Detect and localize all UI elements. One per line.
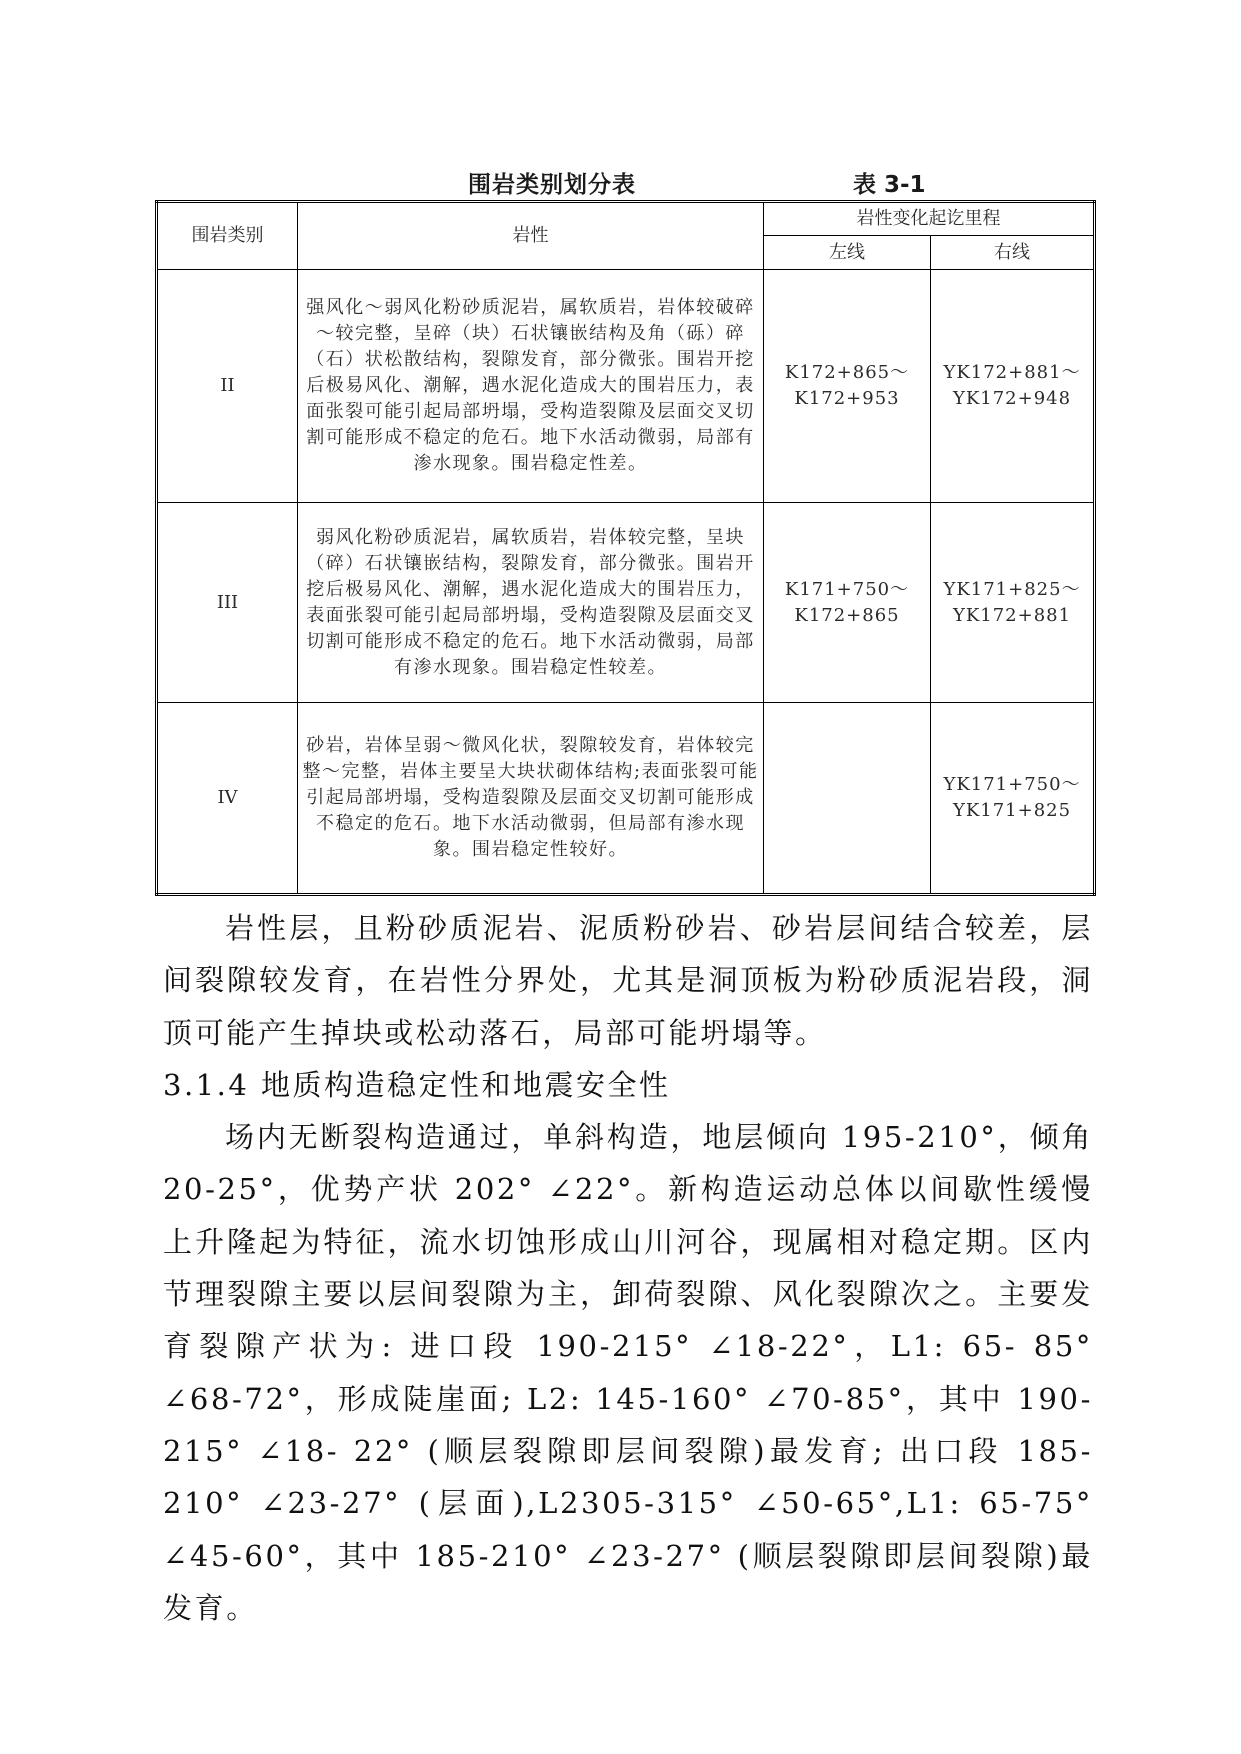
row-category: II (157, 270, 298, 503)
left-mileage-end: K172+865 (794, 604, 900, 626)
right-mileage-end: YK171+825 (952, 800, 1072, 821)
section-heading: 3.1.4 地质构造稳定性和地震安全性 (163, 1067, 671, 1102)
row-lithology: 强风化～弱风化粉砂质泥岩，属软质岩，岩体较破碎～较完整，呈碎（块）石状镶嵌结构及角（砾）碎（石）状松散结构，裂隙发育，部分微张。围岩开挖后极易风化、潮解，遇水泥化造成大的围岩压力，表面张裂可能引起局部坍塌，受构造裂隙及层面交叉切割可能形成不稳定的危石。地下水活动微弱，局部有渗水现象。围岩稳定性差。 (298, 270, 764, 503)
header-left-line: 左线 (764, 236, 931, 270)
right-mileage-start: YK171+825～ (943, 578, 1081, 600)
table-row (157, 703, 1095, 895)
paragraph: 岩性层，且粉砂质泥岩、泥质粉砂岩、砂岩层间结合较差，层间裂隙较发育，在岩性分界处，尤其是洞顶板为粉砂质泥岩段，洞顶可能产生掉块或松动落石，局部可能坍塌等。 (163, 911, 1093, 1050)
table-row (157, 270, 1095, 503)
left-mileage-start: K171+750～ (784, 578, 910, 600)
row-left-mileage (764, 703, 931, 895)
row-right-mileage (931, 703, 1095, 895)
rock-classification-table (155, 200, 1096, 896)
table-number: 表 3-1 (853, 172, 926, 198)
right-mileage-start: YK171+750～ (943, 774, 1081, 795)
row-left-mileage (764, 503, 931, 703)
table-header-row (157, 202, 1095, 236)
table-caption (0, 166, 1241, 200)
right-mileage-end: YK172+948 (952, 388, 1072, 409)
row-lithology: 弱风化粉砂质泥岩，属软质岩，岩体较完整，呈块（碎）石状镶嵌结构，裂隙发育，部分微张。围岩开挖后极易风化、潮解，遇水泥化造成大的围岩压力，表面张裂可能引起局部坍塌，受构造裂隙及层面交叉切割可能形成不稳定的危石。地下水活动微弱，局部有渗水现象。围岩稳定性较差。 (298, 503, 764, 703)
table-row (157, 503, 1095, 703)
header-mileage: 岩性变化起讫里程 (764, 202, 1095, 236)
row-lithology: 砂岩，岩体呈弱～微风化状，裂隙较发育，岩体较完整～完整，岩体主要呈大块状砌体结构;表面张裂可能引起局部坍塌，受构造裂隙及层面交叉切割可能形成不稳定的危石。地下水活动微弱，但局部有渗水现象。围岩稳定性较好。 (298, 703, 764, 895)
right-mileage-end: YK172+881 (952, 604, 1072, 626)
row-left-mileage (764, 270, 931, 503)
right-mileage-start: YK172+881～ (943, 362, 1081, 383)
row-category: III (157, 503, 298, 703)
left-mileage-start: K172+865～ (784, 362, 910, 383)
row-right-mileage (931, 503, 1095, 703)
header-category: 围岩类别 (157, 202, 298, 270)
body-text (163, 902, 1093, 1634)
paragraph: 场内无断裂构造通过，单斜构造，地层倾向 195-210°，倾角20-25°，优势产状 202° ∠22°。新构造运动总体以间歇性缓慢上升隆起为特征，流水切蚀形成山川河谷，现属相对稳定期。区内节理裂隙主要以层间裂隙为主，卸荷裂隙、风化裂隙次之。主要发育裂隙产状为: 进口段 190-215° ∠18-22°，L1: 65- 85° ∠68-72°，形成陡崖面; L2: 145-160° ∠70-85°，其中 190-215° ∠18- 22° (顺层裂隙即层间裂隙)最发育; 出口段 185-210° ∠23-27° (层面),L2305-315° ∠50-65°,L1: 65-75° ∠45-60°，其中 185-210° ∠23-27° (顺层裂隙即层间裂隙)最发育。 (163, 1120, 1093, 1625)
header-lithology: 岩性 (298, 202, 764, 270)
row-category: IV (157, 703, 298, 895)
row-right-mileage (931, 270, 1095, 503)
left-mileage-end: K172+953 (794, 388, 900, 409)
table-title: 围岩类别划分表 (468, 172, 636, 198)
header-right-line: 右线 (931, 236, 1095, 270)
